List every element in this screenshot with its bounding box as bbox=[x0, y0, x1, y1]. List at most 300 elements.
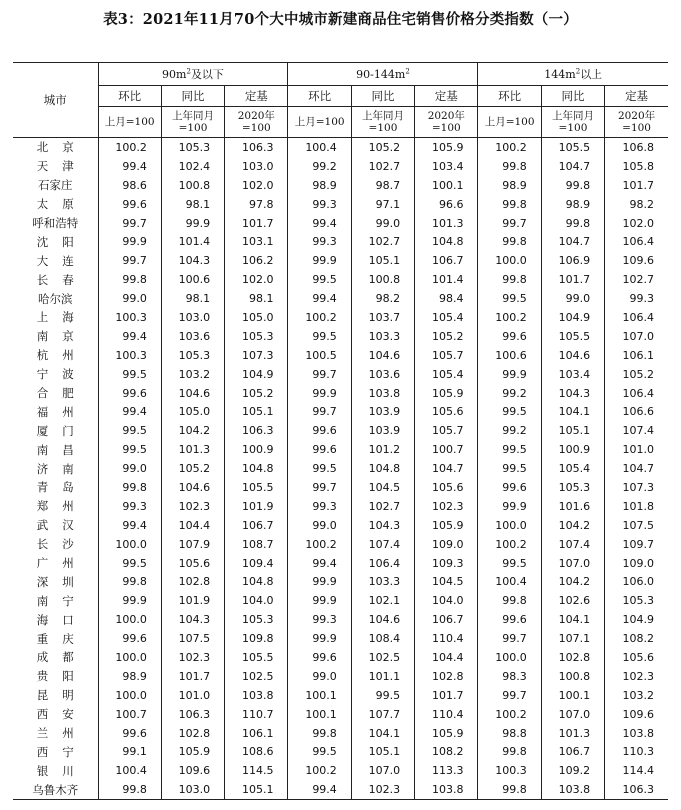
index-value: 100.3 bbox=[98, 346, 161, 365]
table-row bbox=[13, 327, 668, 346]
index-value: 110.7 bbox=[225, 705, 288, 724]
city-name bbox=[13, 705, 98, 724]
index-value: 106.4 bbox=[605, 308, 668, 327]
table-row bbox=[13, 176, 668, 195]
city-name-text: 海口 bbox=[36, 612, 88, 627]
index-value: 101.6 bbox=[541, 497, 604, 516]
index-value: 99.8 bbox=[541, 214, 604, 233]
index-value: 102.4 bbox=[161, 157, 224, 176]
city-name bbox=[13, 535, 98, 554]
table-row bbox=[13, 421, 668, 440]
city-name bbox=[13, 648, 98, 667]
index-value: 105.2 bbox=[161, 459, 224, 478]
index-value: 106.1 bbox=[605, 346, 668, 365]
city-name bbox=[13, 440, 98, 459]
city-name-text: 郑州 bbox=[36, 499, 88, 514]
index-value: 106.9 bbox=[541, 251, 604, 270]
city-name bbox=[13, 289, 98, 308]
index-value: 99.5 bbox=[288, 270, 351, 289]
index-value: 104.7 bbox=[605, 459, 668, 478]
index-value: 105.5 bbox=[225, 478, 288, 497]
index-value: 106.4 bbox=[605, 232, 668, 251]
table-row bbox=[13, 516, 668, 535]
index-value: 105.4 bbox=[415, 308, 478, 327]
index-value: 100.1 bbox=[415, 176, 478, 195]
table-row bbox=[13, 572, 668, 591]
index-value: 105.4 bbox=[415, 365, 478, 384]
city-name bbox=[13, 686, 98, 705]
index-value: 114.5 bbox=[225, 761, 288, 780]
index-value: 108.4 bbox=[351, 629, 414, 648]
index-value: 106.1 bbox=[225, 724, 288, 743]
base-header-line: =100 bbox=[622, 122, 651, 134]
index-value: 99.3 bbox=[288, 497, 351, 516]
base-header-line: =100 bbox=[431, 122, 461, 134]
index-value: 103.0 bbox=[161, 308, 224, 327]
city-name-text: 乌鲁木齐 bbox=[32, 782, 79, 797]
index-value: 98.3 bbox=[478, 667, 541, 686]
city-name-text: 呼和浩特 bbox=[32, 216, 79, 230]
index-value: 105.6 bbox=[415, 478, 478, 497]
index-value: 99.8 bbox=[478, 743, 541, 762]
index-value: 109.6 bbox=[161, 761, 224, 780]
index-value: 100.2 bbox=[98, 138, 161, 157]
index-value: 105.3 bbox=[161, 346, 224, 365]
index-value: 98.9 bbox=[478, 176, 541, 195]
index-value: 101.9 bbox=[225, 497, 288, 516]
base-header-line: 2020年 bbox=[427, 110, 465, 122]
index-value: 99.9 bbox=[288, 572, 351, 591]
index-value: 99.0 bbox=[351, 214, 414, 233]
index-value: 99.8 bbox=[478, 195, 541, 214]
index-value: 99.0 bbox=[98, 459, 161, 478]
index-value: 103.2 bbox=[605, 686, 668, 705]
table-row bbox=[13, 308, 668, 327]
index-value: 103.1 bbox=[225, 232, 288, 251]
index-value: 104.6 bbox=[541, 346, 604, 365]
index-value: 105.3 bbox=[605, 591, 668, 610]
index-value: 102.8 bbox=[541, 648, 604, 667]
index-value: 106.3 bbox=[225, 421, 288, 440]
index-value: 99.4 bbox=[288, 554, 351, 573]
index-value: 99.5 bbox=[478, 440, 541, 459]
index-value: 99.3 bbox=[288, 195, 351, 214]
index-value: 103.4 bbox=[415, 157, 478, 176]
index-value: 101.3 bbox=[415, 214, 478, 233]
index-value: 98.9 bbox=[98, 667, 161, 686]
index-value: 103.7 bbox=[351, 308, 414, 327]
index-value: 109.0 bbox=[605, 554, 668, 573]
index-value: 99.8 bbox=[478, 270, 541, 289]
table-row bbox=[13, 535, 668, 554]
index-value: 105.9 bbox=[161, 743, 224, 762]
index-value: 102.8 bbox=[415, 667, 478, 686]
table-row bbox=[13, 384, 668, 403]
index-value: 98.4 bbox=[415, 289, 478, 308]
index-value: 99.6 bbox=[98, 384, 161, 403]
index-value: 105.9 bbox=[415, 138, 478, 157]
index-value: 99.2 bbox=[478, 421, 541, 440]
metric-header: 定基 bbox=[415, 86, 478, 107]
city-name bbox=[13, 251, 98, 270]
index-value: 98.7 bbox=[351, 176, 414, 195]
index-value: 103.3 bbox=[351, 327, 414, 346]
city-name-text: 大连 bbox=[36, 253, 88, 268]
city-name-text: 银川 bbox=[36, 763, 88, 778]
city-name-text: 兰州 bbox=[36, 726, 88, 741]
index-value: 100.1 bbox=[288, 686, 351, 705]
index-value: 99.5 bbox=[288, 327, 351, 346]
metric-header: 环比 bbox=[288, 86, 351, 107]
index-value: 99.7 bbox=[288, 402, 351, 421]
table-row bbox=[13, 724, 668, 743]
city-name-text: 武汉 bbox=[36, 518, 88, 533]
index-value: 105.1 bbox=[225, 402, 288, 421]
city-name-text: 长沙 bbox=[36, 537, 88, 552]
index-value: 101.2 bbox=[351, 440, 414, 459]
index-value: 105.1 bbox=[541, 421, 604, 440]
index-value: 104.6 bbox=[161, 478, 224, 497]
index-value: 99.8 bbox=[98, 780, 161, 799]
index-value: 100.2 bbox=[288, 308, 351, 327]
index-value: 97.1 bbox=[351, 195, 414, 214]
index-value: 99.0 bbox=[541, 289, 604, 308]
city-name-text: 深圳 bbox=[36, 574, 88, 589]
city-name-text: 广州 bbox=[36, 556, 88, 571]
index-value: 101.9 bbox=[161, 591, 224, 610]
index-value: 102.3 bbox=[161, 497, 224, 516]
index-value: 98.2 bbox=[605, 195, 668, 214]
index-value: 106.8 bbox=[605, 138, 668, 157]
index-value: 98.8 bbox=[478, 724, 541, 743]
city-name bbox=[13, 308, 98, 327]
index-value: 110.3 bbox=[605, 743, 668, 762]
index-value: 99.5 bbox=[351, 686, 414, 705]
index-value: 100.0 bbox=[98, 648, 161, 667]
index-value: 102.3 bbox=[605, 667, 668, 686]
index-value: 100.1 bbox=[288, 705, 351, 724]
index-value: 110.4 bbox=[415, 705, 478, 724]
index-value: 99.7 bbox=[288, 365, 351, 384]
index-value: 102.3 bbox=[161, 648, 224, 667]
city-name-text: 成都 bbox=[36, 650, 88, 665]
index-value: 102.1 bbox=[351, 591, 414, 610]
index-value: 105.9 bbox=[415, 384, 478, 403]
index-value: 100.2 bbox=[478, 535, 541, 554]
base-header-line: 2020年 bbox=[617, 110, 656, 122]
base-header bbox=[288, 107, 351, 138]
index-value: 109.7 bbox=[605, 535, 668, 554]
index-value: 102.3 bbox=[351, 780, 414, 799]
index-value: 99.2 bbox=[288, 157, 351, 176]
table-row bbox=[13, 478, 668, 497]
table-row bbox=[13, 648, 668, 667]
table-row bbox=[13, 270, 668, 289]
index-value: 99.6 bbox=[98, 724, 161, 743]
index-value: 104.2 bbox=[161, 421, 224, 440]
index-value: 104.3 bbox=[541, 384, 604, 403]
index-value: 109.4 bbox=[225, 554, 288, 573]
index-value: 99.8 bbox=[98, 478, 161, 497]
city-name-text: 杭州 bbox=[36, 348, 88, 363]
city-name bbox=[13, 667, 98, 686]
index-value: 104.7 bbox=[541, 232, 604, 251]
index-value: 99.3 bbox=[605, 289, 668, 308]
base-header-line: 上年同月 bbox=[361, 110, 404, 122]
index-value: 99.8 bbox=[478, 232, 541, 251]
index-value: 99.4 bbox=[288, 289, 351, 308]
city-name-text: 贵阳 bbox=[36, 669, 88, 684]
index-value: 99.9 bbox=[288, 251, 351, 270]
index-value: 99.7 bbox=[478, 629, 541, 648]
table-row bbox=[13, 440, 668, 459]
group-header: $90m^2$及以下 bbox=[98, 63, 288, 86]
index-value: 100.1 bbox=[541, 686, 604, 705]
index-value: 105.7 bbox=[415, 346, 478, 365]
index-value: 106.7 bbox=[541, 743, 604, 762]
index-value: 107.5 bbox=[161, 629, 224, 648]
table-row bbox=[13, 232, 668, 251]
city-name bbox=[13, 610, 98, 629]
index-value: 108.2 bbox=[605, 629, 668, 648]
table-row bbox=[13, 761, 668, 780]
index-value: 98.9 bbox=[541, 195, 604, 214]
city-name bbox=[13, 384, 98, 403]
index-value: 101.7 bbox=[541, 270, 604, 289]
index-value: 99.5 bbox=[98, 554, 161, 573]
index-value: 105.0 bbox=[225, 308, 288, 327]
table-row bbox=[13, 251, 668, 270]
index-value: 101.4 bbox=[415, 270, 478, 289]
index-value: 98.1 bbox=[225, 289, 288, 308]
index-value: 99.6 bbox=[98, 629, 161, 648]
index-value: 99.5 bbox=[478, 402, 541, 421]
index-value: 109.3 bbox=[415, 554, 478, 573]
index-value: 101.7 bbox=[415, 686, 478, 705]
index-value: 107.4 bbox=[351, 535, 414, 554]
table-row bbox=[13, 743, 668, 762]
base-header-line: =100 bbox=[241, 122, 271, 134]
index-value: 105.1 bbox=[351, 743, 414, 762]
index-value: 99.9 bbox=[98, 591, 161, 610]
index-value: 102.7 bbox=[605, 270, 668, 289]
index-value: 104.2 bbox=[541, 516, 604, 535]
index-value: 105.1 bbox=[351, 251, 414, 270]
table-row bbox=[13, 667, 668, 686]
index-value: 105.3 bbox=[161, 138, 224, 157]
table-row bbox=[13, 195, 668, 214]
city-name-text: 沈阳 bbox=[36, 234, 88, 249]
index-value: 107.4 bbox=[541, 535, 604, 554]
city-name bbox=[13, 780, 98, 799]
index-value: 109.6 bbox=[605, 251, 668, 270]
index-value: 104.4 bbox=[161, 516, 224, 535]
index-value: 106.3 bbox=[161, 705, 224, 724]
index-value: 102.8 bbox=[161, 572, 224, 591]
index-value: 100.5 bbox=[288, 346, 351, 365]
index-value: 103.8 bbox=[225, 686, 288, 705]
index-value: 104.3 bbox=[351, 516, 414, 535]
index-value: 105.2 bbox=[605, 365, 668, 384]
index-value: 105.9 bbox=[415, 724, 478, 743]
index-value: 106.0 bbox=[605, 572, 668, 591]
base-header bbox=[478, 107, 541, 138]
index-value: 101.4 bbox=[161, 232, 224, 251]
index-value: 99.4 bbox=[98, 327, 161, 346]
index-value: 110.4 bbox=[415, 629, 478, 648]
index-value: 100.2 bbox=[288, 535, 351, 554]
index-value: 101.0 bbox=[605, 440, 668, 459]
index-value: 107.3 bbox=[605, 478, 668, 497]
index-value: 99.9 bbox=[288, 591, 351, 610]
index-value: 105.6 bbox=[605, 648, 668, 667]
index-value: 104.8 bbox=[415, 232, 478, 251]
index-value: 104.8 bbox=[225, 459, 288, 478]
index-value: 100.8 bbox=[541, 667, 604, 686]
index-value: 104.7 bbox=[541, 157, 604, 176]
index-value: 103.2 bbox=[161, 365, 224, 384]
index-value: 104.8 bbox=[351, 459, 414, 478]
index-value: 104.9 bbox=[225, 365, 288, 384]
index-value: 99.5 bbox=[98, 440, 161, 459]
index-value: 100.2 bbox=[288, 761, 351, 780]
index-value: 99.3 bbox=[98, 497, 161, 516]
index-value: 104.3 bbox=[161, 251, 224, 270]
index-value: 99.5 bbox=[98, 421, 161, 440]
index-value: 103.0 bbox=[161, 780, 224, 799]
index-value: 104.4 bbox=[415, 648, 478, 667]
index-value: 103.3 bbox=[351, 572, 414, 591]
index-value: 105.2 bbox=[415, 327, 478, 346]
base-header-line: 上月=100 bbox=[294, 116, 345, 128]
index-value: 105.1 bbox=[225, 780, 288, 799]
table-row bbox=[13, 138, 668, 157]
index-value: 109.0 bbox=[415, 535, 478, 554]
index-value: 100.9 bbox=[541, 440, 604, 459]
index-value: 102.8 bbox=[161, 724, 224, 743]
index-value: 99.4 bbox=[288, 780, 351, 799]
index-value: 103.4 bbox=[541, 365, 604, 384]
city-name-text: 上海 bbox=[36, 310, 88, 325]
index-value: 99.6 bbox=[478, 327, 541, 346]
index-value: 99.7 bbox=[98, 251, 161, 270]
city-name bbox=[13, 629, 98, 648]
index-value: 101.7 bbox=[225, 214, 288, 233]
index-value: 106.4 bbox=[605, 384, 668, 403]
index-value: 99.5 bbox=[478, 289, 541, 308]
group-header-label: 144m bbox=[544, 68, 576, 81]
index-value: 102.3 bbox=[415, 497, 478, 516]
metric-header: 定基 bbox=[605, 86, 668, 107]
index-value: 106.7 bbox=[225, 516, 288, 535]
index-value: 106.4 bbox=[351, 554, 414, 573]
index-value: 107.0 bbox=[351, 761, 414, 780]
index-value: 99.7 bbox=[98, 214, 161, 233]
index-value: 100.2 bbox=[478, 138, 541, 157]
table-row bbox=[13, 214, 668, 233]
city-name bbox=[13, 214, 98, 233]
index-value: 99.7 bbox=[478, 214, 541, 233]
city-name bbox=[13, 572, 98, 591]
index-value: 104.7 bbox=[415, 459, 478, 478]
table-row bbox=[13, 459, 668, 478]
city-name-text: 北京 bbox=[36, 140, 88, 155]
index-value: 99.6 bbox=[288, 421, 351, 440]
index-value: 100.0 bbox=[478, 516, 541, 535]
index-value: 105.6 bbox=[415, 402, 478, 421]
index-value: 105.4 bbox=[541, 459, 604, 478]
index-value: 99.9 bbox=[161, 214, 224, 233]
index-value: 104.9 bbox=[541, 308, 604, 327]
index-value: 106.3 bbox=[225, 138, 288, 157]
index-value: 99.5 bbox=[98, 365, 161, 384]
city-name bbox=[13, 591, 98, 610]
index-value: 105.7 bbox=[415, 421, 478, 440]
city-name-text: 合肥 bbox=[36, 386, 88, 401]
index-value: 100.9 bbox=[225, 440, 288, 459]
index-value: 104.6 bbox=[351, 346, 414, 365]
index-value: 100.0 bbox=[98, 686, 161, 705]
index-value: 100.0 bbox=[478, 251, 541, 270]
index-value: 99.0 bbox=[288, 667, 351, 686]
table-row bbox=[13, 610, 668, 629]
index-value: 99.7 bbox=[478, 686, 541, 705]
index-value: 99.9 bbox=[478, 497, 541, 516]
index-value: 103.8 bbox=[415, 780, 478, 799]
index-value: 100.4 bbox=[98, 761, 161, 780]
index-value: 99.7 bbox=[288, 478, 351, 497]
index-value: 99.5 bbox=[288, 743, 351, 762]
index-value: 98.1 bbox=[161, 289, 224, 308]
index-value: 100.3 bbox=[478, 761, 541, 780]
base-header bbox=[541, 107, 604, 138]
base-header-line: =100 bbox=[558, 122, 588, 134]
city-name-text: 天津 bbox=[36, 159, 88, 174]
index-value: 106.2 bbox=[225, 251, 288, 270]
city-name-text: 南宁 bbox=[36, 593, 88, 608]
index-value: 109.6 bbox=[605, 705, 668, 724]
index-value: 102.7 bbox=[351, 497, 414, 516]
city-name-text: 昆明 bbox=[36, 688, 88, 703]
index-value: 107.0 bbox=[541, 554, 604, 573]
city-name-text: 西宁 bbox=[36, 744, 88, 759]
index-value: 99.6 bbox=[288, 440, 351, 459]
index-value: 104.0 bbox=[415, 591, 478, 610]
index-value: 105.3 bbox=[225, 610, 288, 629]
index-value: 99.3 bbox=[288, 232, 351, 251]
city-name-text: 重庆 bbox=[36, 631, 88, 646]
index-value: 101.0 bbox=[161, 686, 224, 705]
index-value: 103.6 bbox=[161, 327, 224, 346]
table-row bbox=[13, 289, 668, 308]
table-row bbox=[13, 365, 668, 384]
index-value: 104.1 bbox=[541, 610, 604, 629]
city-name-text: 石家庄 bbox=[38, 178, 73, 193]
index-value: 102.5 bbox=[225, 667, 288, 686]
index-value: 99.8 bbox=[288, 724, 351, 743]
index-value: 100.0 bbox=[98, 610, 161, 629]
index-value: 100.4 bbox=[478, 572, 541, 591]
index-value: 105.6 bbox=[161, 554, 224, 573]
index-value: 104.1 bbox=[541, 402, 604, 421]
metric-header-row bbox=[13, 86, 668, 107]
index-value: 104.3 bbox=[161, 610, 224, 629]
city-name bbox=[13, 459, 98, 478]
index-value: 99.9 bbox=[288, 629, 351, 648]
index-value: 104.6 bbox=[351, 610, 414, 629]
index-value: 99.8 bbox=[478, 157, 541, 176]
index-value: 99.5 bbox=[478, 459, 541, 478]
